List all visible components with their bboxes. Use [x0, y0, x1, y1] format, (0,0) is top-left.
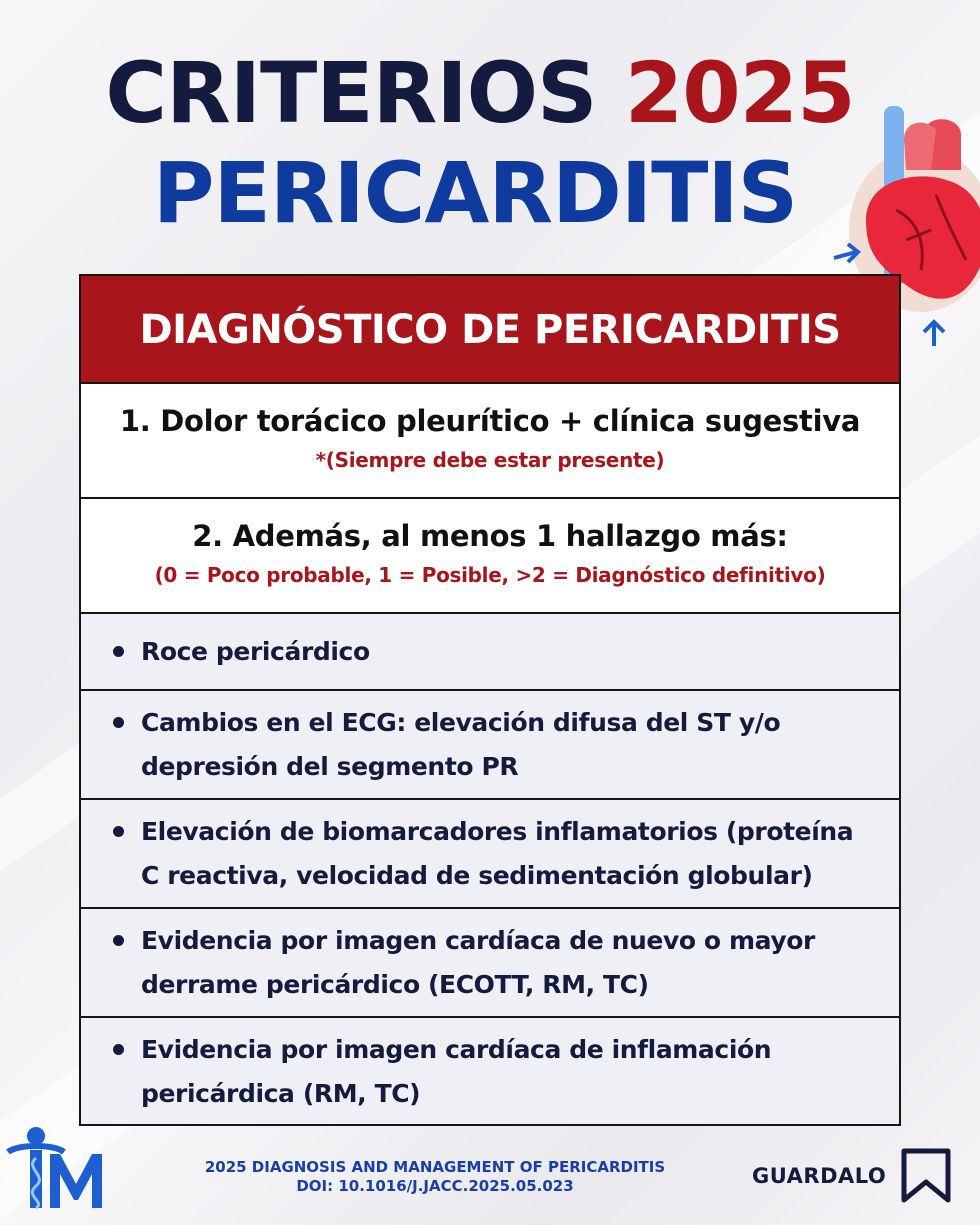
medical-logo-icon — [6, 1122, 106, 1212]
bullet-dot-icon — [113, 646, 124, 657]
finding-item — [81, 1018, 899, 1124]
criterion-2-text: 2. Además, al menos 1 hallazgo más: — [192, 519, 788, 553]
bullet-dot-icon — [113, 717, 124, 728]
footer-reference — [190, 1158, 680, 1196]
finding-text-line1: Evidencia por imagen cardíaca de nuevo o mayor — [141, 926, 815, 955]
title-year: 2025 — [624, 44, 855, 142]
reference-title: 2025 DIAGNOSIS AND MANAGEMENT OF PERICARDITIS — [204, 1158, 666, 1176]
bullet-dot-icon — [113, 1044, 124, 1055]
finding-text-line1: Cambios en el ECG: elevación difusa del ST y/o — [141, 708, 781, 737]
card-header: DIAGNÓSTICO DE PERICARDITIS — [81, 276, 899, 384]
finding-text-line2: depresión del segmento PR — [141, 752, 519, 781]
title-criterios: CRITERIOS — [105, 44, 597, 142]
criterion-2 — [81, 499, 899, 614]
reference-doi: DOI: 10.1016/J.JACC.2025.05.023 — [296, 1177, 574, 1195]
bookmark-icon[interactable] — [900, 1148, 952, 1204]
finding-item — [81, 800, 899, 909]
finding-item — [81, 614, 899, 691]
finding-text-line1: Roce pericárdico — [141, 637, 370, 666]
page-title-line2: PERICARDITIS — [152, 144, 798, 242]
finding-text-line1: Evidencia por imagen cardíaca de inflamación — [141, 1035, 772, 1064]
finding-text-line2: pericárdica (RM, TC) — [141, 1079, 421, 1108]
criterion-2-note: (0 = Poco probable, 1 = Posible, >2 = Diagnóstico definitivo) — [154, 563, 826, 587]
diagnosis-card — [79, 274, 901, 1126]
criterion-1-text: 1. Dolor torácico pleurítico + clínica sugestiva — [119, 404, 861, 438]
finding-text-line1: Elevación de biomarcadores inflamatorios (proteína — [141, 817, 854, 846]
bullet-dot-icon — [113, 826, 124, 837]
bullet-dot-icon — [113, 935, 124, 946]
save-label: GUARDALO — [752, 1164, 887, 1188]
criterion-1-note: *(Siempre debe estar presente) — [315, 448, 665, 472]
finding-text-line2: derrame pericárdico (ECOTT, RM, TC) — [141, 970, 649, 999]
finding-item — [81, 909, 899, 1018]
page-title-line1 — [0, 44, 970, 142]
finding-text-line2: C reactiva, velocidad de sedimentación globular) — [141, 861, 813, 890]
criterion-1 — [81, 384, 899, 499]
finding-item — [81, 691, 899, 800]
